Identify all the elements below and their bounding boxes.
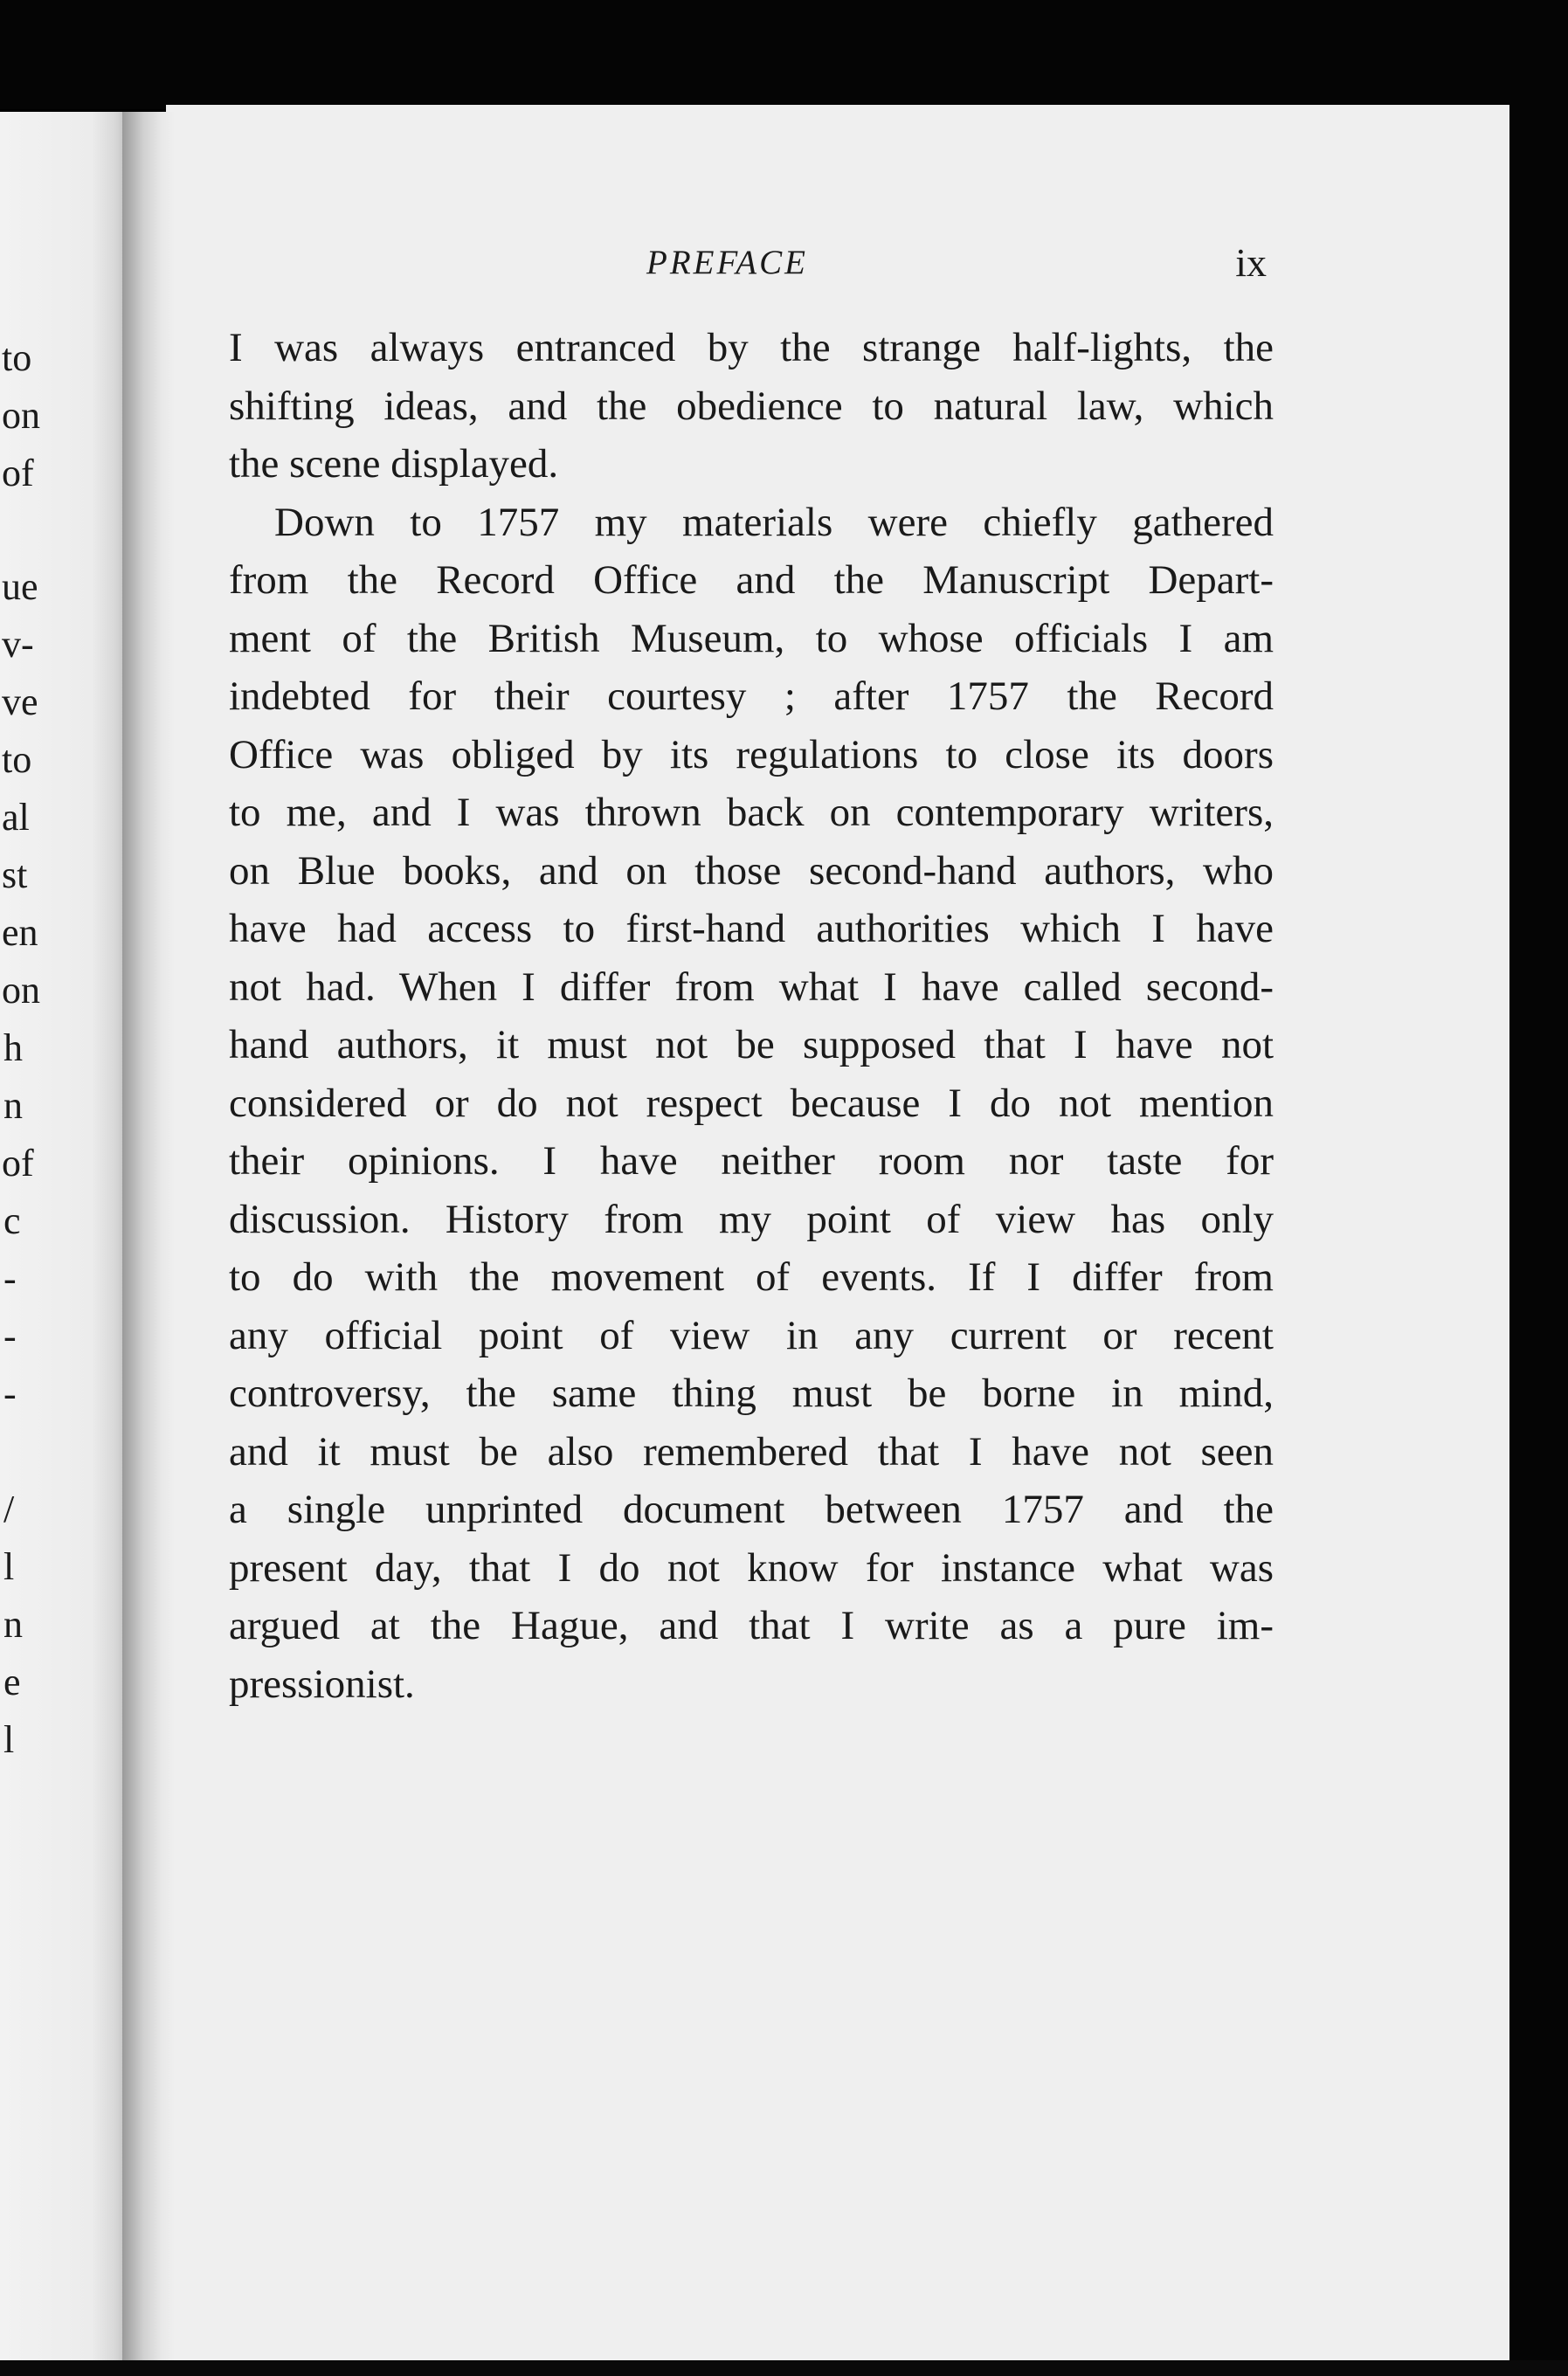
text-line: pressionist. <box>229 1661 415 1707</box>
previous-page-text-fragment: on <box>2 969 40 1012</box>
previous-page-text-fragment: on <box>2 394 40 437</box>
previous-page-text-fragment: en <box>2 911 38 954</box>
text-line: Office was obliged by its regulations to close its doors <box>229 731 1274 777</box>
text-line: their opinions. I have neither room nor taste for <box>229 1138 1274 1184</box>
text-line: any official point of view in any current or recent <box>229 1312 1274 1358</box>
text-line: shifting ideas, and the obedience to natural law, which <box>229 383 1274 429</box>
page-gutter-shadow <box>122 112 175 2376</box>
previous-page-text-fragment: ue <box>2 565 38 608</box>
paragraph-1 <box>229 319 1274 494</box>
previous-page-text-fragment: - <box>3 1257 17 1300</box>
previous-page-text-fragment: to <box>2 738 32 781</box>
text-line: on Blue books, and on those second-hand authors, who <box>229 847 1274 894</box>
text-line: not had. When I differ from what I have called second- <box>229 964 1274 1010</box>
text-line: and it must be also remembered that I have not seen <box>229 1428 1274 1475</box>
text-line: the scene displayed. <box>229 441 559 487</box>
previous-page-text-fragment: - <box>3 1372 17 1415</box>
scan-right-margin <box>1509 105 1568 2376</box>
text-line: Down to 1757 my materials were chiefly gathered <box>274 499 1274 545</box>
previous-page-text-fragment: c <box>3 1199 21 1242</box>
text-line: hand authors, it must not be supposed that I have not <box>229 1022 1274 1067</box>
paragraph-2 <box>229 494 1274 1714</box>
previous-page-text-fragment: l <box>3 1545 15 1588</box>
previous-page-text-fragment: to <box>2 336 32 379</box>
previous-page-text-fragment: / <box>3 1488 15 1530</box>
page-header <box>229 240 1267 295</box>
text-line: argued at the Hague, and that I write as a pure im- <box>229 1603 1274 1648</box>
previous-page-text-fragment: h <box>3 1026 23 1069</box>
previous-page-text-fragment: of <box>2 452 34 494</box>
previous-page-text-fragment: n <box>3 1084 23 1127</box>
text-line: a single unprinted document between 1757 and the <box>229 1487 1274 1532</box>
scan-top-margin <box>0 0 1568 109</box>
text-line: from the Record Office and the Manuscript Depart- <box>229 557 1274 603</box>
text-line: I was always entranced by the strange half-lights, the <box>229 325 1274 370</box>
previous-page-text-fragment: n <box>3 1603 23 1646</box>
previous-page-text-fragment: of <box>2 1142 34 1185</box>
previous-page-text-fragment: e <box>3 1661 21 1703</box>
running-head: PREFACE <box>646 244 808 281</box>
text-line: indebted for their courtesy ; after 1757 the Record <box>229 673 1274 719</box>
text-line: to me, and I was thrown back on contemporary writers, <box>229 790 1274 835</box>
previous-page-text-fragment: st <box>2 853 28 896</box>
previous-page-text-fragment: v- <box>2 623 34 666</box>
text-line: present day, that I do not know for instance what was <box>229 1544 1274 1591</box>
text-line: controversy, the same thing must be borne in mind, <box>229 1371 1274 1416</box>
previous-page-text-fragment: al <box>2 796 30 839</box>
scan-bottom-margin <box>0 2360 1568 2376</box>
text-line: to do with the movement of events. If I differ from <box>229 1254 1274 1300</box>
body-text <box>229 319 1274 1713</box>
text-line: have had access to first-hand authorities which I have <box>229 906 1274 951</box>
previous-page-edge <box>0 112 131 2376</box>
text-line: ment of the British Museum, to whose officials I am <box>229 615 1274 661</box>
text-line: discussion. History from my point of view has only <box>229 1196 1274 1242</box>
text-line: considered or do not respect because I do not mention <box>229 1080 1274 1126</box>
page-number: ix <box>1235 240 1267 285</box>
previous-page-text-fragment: ve <box>2 680 38 723</box>
previous-page-text-fragment: l <box>3 1718 15 1761</box>
previous-page-text-fragment: - <box>3 1315 17 1357</box>
